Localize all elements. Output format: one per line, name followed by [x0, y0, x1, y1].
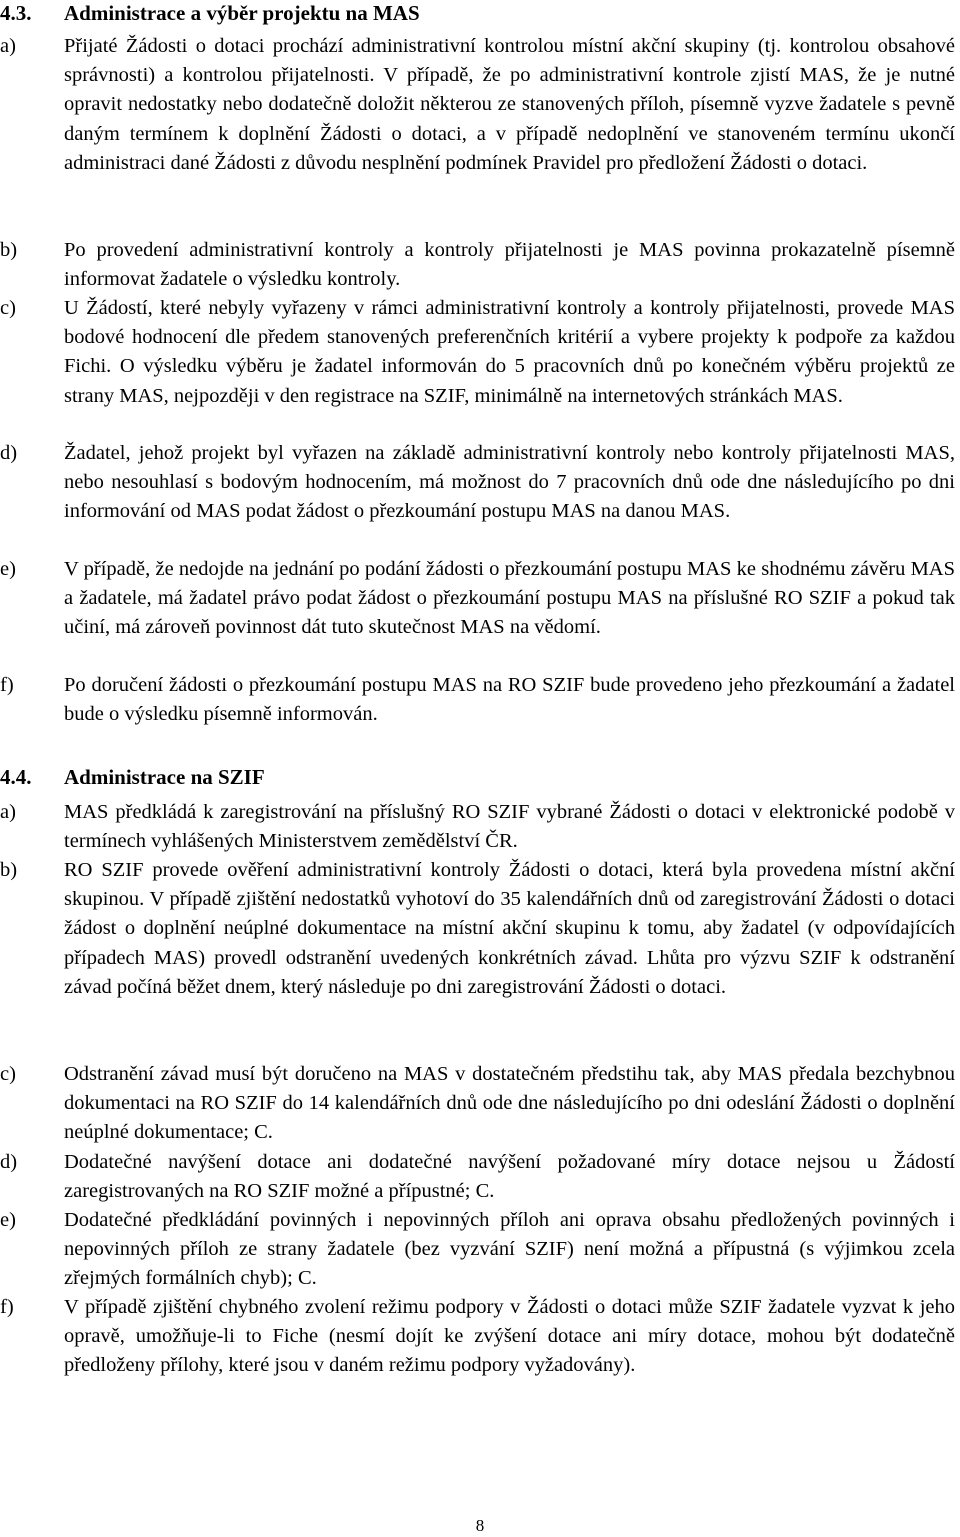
item-label: d)	[0, 442, 18, 464]
list-item-4-3-a	[0, 32, 955, 178]
item-text: MAS předkládá k zaregistrování na příslušný RO SZIF vybrané Žádosti o dotaci v elektronické podobě v termínech vyhlášených Ministerstvem zemědělství ČR.	[64, 801, 955, 853]
item-text: Dodatečné předkládání povinných i nepovinných příloh ani oprava obsahu předložených povinných i nepovinných příloh ze strany žadatele (bez vyzvání SZIF) není možná a přípustná (s výjimkou zcela zřejmých formálních chyb); C.	[64, 1209, 955, 1290]
list-item-4-4-e	[0, 1206, 955, 1294]
list-item-4-3-e	[0, 555, 955, 643]
item-text: Dodatečné navýšení dotace ani dodatečné navýšení požadované míry dotace nejsou u Žádostí zaregistrovaných na RO SZIF možné a přípustné; C.	[64, 1151, 955, 1203]
item-text: Přijaté Žádosti o dotaci prochází administrativní kontrolou místní akční skupiny (tj. kontrolou obsahové správnosti) a kontrolou přijatelnosti. V případě, že po administrativní kontrole zjistí MAS, že je nutné opravit nedostatky nebo dodatečně doložit některou ze stanovených příloh, písemně vyzve žadatele s pevně daným termínem k doplnění Žádosti o dotaci, a v případě nedoplnění ve stanoveném termínu ukončí administraci dané Žádosti z důvodu nesplnění podmínek Pravidel pro předložení Žádosti o dotaci.	[64, 35, 955, 174]
section-heading-4-3	[0, 0, 420, 26]
item-label: c)	[0, 1063, 16, 1085]
list-item-4-3-c	[0, 294, 955, 411]
list-item-4-3-d	[0, 439, 955, 527]
item-text: Po provedení administrativní kontroly a kontroly přijatelnosti je MAS povinna prokazatelně písemně informovat žadatele o výsledku kontroly.	[64, 239, 955, 291]
list-item-4-4-a	[0, 798, 955, 856]
item-label: a)	[0, 801, 16, 823]
item-text: RO SZIF provede ověření administrativní kontroly Žádosti o dotaci, která byla provedena místní akční skupinou. V případě zjištění nedostatků vyhotoví do 35 kalendářních dnů od zaregistrování Žádosti o dotaci žádost o doplnění neúplné dokumentace na místní akční skupinu k tomu, aby žadatel (v odpovídajících případech MAS) provedl odstranění uvedených konkrétních závad. Lhůta pro výzvu SZIF k odstranění závad počíná běžet dnem, který následuje po dni zaregistrování Žádosti o dotaci.	[64, 859, 955, 998]
item-label: f)	[0, 674, 14, 696]
section-title: Administrace a výběr projektu na MAS	[64, 1, 420, 25]
item-text: Žadatel, jehož projekt byl vyřazen na základě administrativní kontroly nebo kontroly přijatelnosti MAS, nebo nesouhlasí s bodovým hodnocením, má možnost do 7 pracovních dnů ode dne následujícího po dni informování od MAS podat žádost o přezkoumání postupu MAS na danou MAS.	[64, 442, 955, 523]
item-label: f)	[0, 1296, 14, 1318]
list-item-4-4-f	[0, 1293, 955, 1381]
item-text: V případě zjištění chybného zvolení režimu podpory v Žádosti o dotaci může SZIF žadatele vyzvat k jeho opravě, umožňuje-li to Fiche (nesmí dojít ke zvýšení dotace ani míry dotace, mohou být dodatečně předloženy přílohy, které jsou v daném režimu podpory vyžadovány).	[64, 1296, 955, 1377]
item-label: e)	[0, 1209, 16, 1231]
item-label: c)	[0, 297, 16, 319]
item-label: e)	[0, 558, 16, 580]
list-item-4-4-d	[0, 1148, 955, 1206]
item-text: U Žádostí, které nebyly vyřazeny v rámci administrativní kontroly a kontroly přijatelnosti, provede MAS bodové hodnocení dle předem stanovených preferenčních kritérií a vybere projekty k podpoře za každou Fichi. O výsledku výběru je žadatel informován do 5 pracovních dnů po konečném výběru projektů ze strany MAS, nejpozději v den registrace na SZIF, minimálně na internetových stránkách MAS.	[64, 297, 955, 407]
item-text: Po doručení žádosti o přezkoumání postupu MAS na RO SZIF bude provedeno jeho přezkoumání a žadatel bude o výsledku písemně informován.	[64, 674, 955, 726]
section-title: Administrace na SZIF	[64, 765, 265, 789]
list-item-4-3-f	[0, 671, 955, 729]
page-number: 8	[475, 1516, 485, 1535]
section-number: 4.3.	[0, 1, 32, 25]
list-item-4-4-c	[0, 1060, 955, 1148]
item-label: b)	[0, 859, 18, 881]
item-text: V případě, že nedojde na jednání po podání žádosti o přezkoumání postupu MAS ke shodnému závěru MAS a žadatele, má žadatel právo podat žádost o přezkoumání postupu MAS na příslušné RO SZIF a pokud tak učiní, má zároveň povinnost dát tuto skutečnost MAS na vědomí.	[64, 558, 955, 639]
item-label: b)	[0, 239, 18, 261]
section-heading-4-4	[0, 764, 265, 790]
list-item-4-4-b	[0, 856, 955, 1002]
item-text: Odstranění závad musí být doručeno na MAS v dostatečném předstihu tak, aby MAS předala bezchybnou dokumentaci na RO SZIF do 14 kalendářních dnů ode dne následujícího po dni odeslání Žádosti o doplnění neúplné dokumentace; C.	[64, 1063, 955, 1144]
item-label: d)	[0, 1151, 18, 1173]
section-number: 4.4.	[0, 765, 32, 789]
item-label: a)	[0, 35, 16, 57]
list-item-4-3-b	[0, 236, 955, 294]
